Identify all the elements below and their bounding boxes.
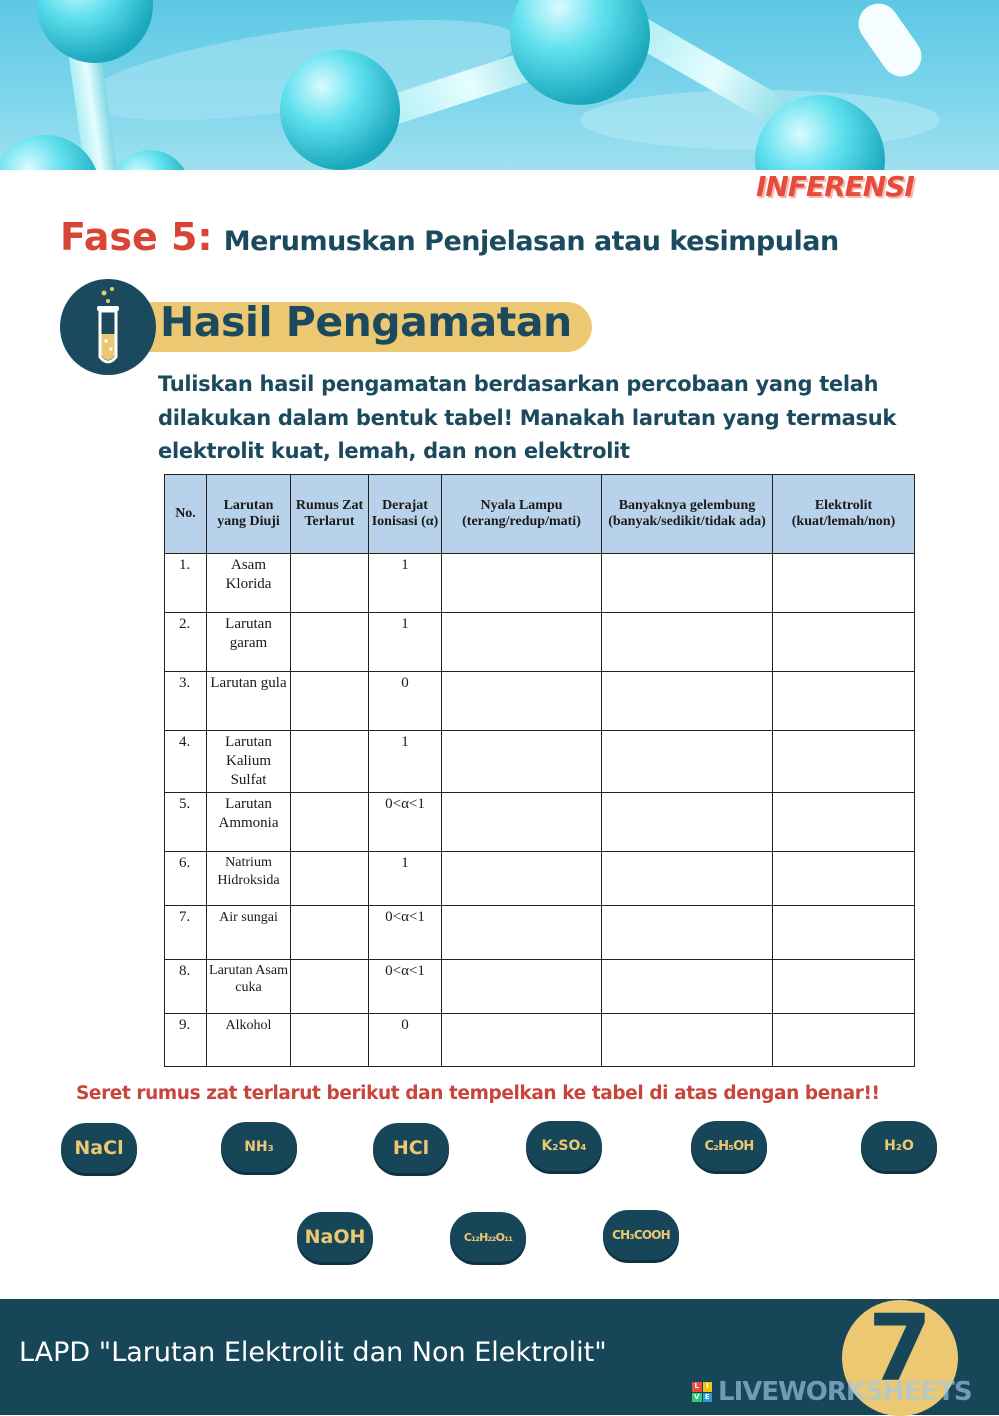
- row-larutan: Larutan Ammonia: [207, 793, 291, 852]
- gelembung-input-cell[interactable]: [602, 1014, 773, 1067]
- table-row: [165, 852, 915, 906]
- gelembung-input-cell[interactable]: [602, 731, 773, 793]
- row-no: 5.: [165, 793, 207, 852]
- test-tube-icon: [60, 279, 156, 375]
- liveworksheets-watermark: [692, 1377, 972, 1407]
- row-larutan: Larutan Kalium Sulfat: [207, 731, 291, 793]
- table-row: [165, 960, 915, 1014]
- gelembung-input-cell[interactable]: [602, 906, 773, 960]
- nyala-input-cell[interactable]: [442, 672, 602, 731]
- rumus-drop-cell[interactable]: [291, 554, 369, 613]
- header-rumus: Rumus Zat Terlarut: [291, 475, 369, 554]
- phase-number: Fase 5:: [60, 215, 213, 259]
- row-larutan: Asam Klorida: [207, 554, 291, 613]
- nyala-input-cell[interactable]: [442, 852, 602, 906]
- nyala-input-cell[interactable]: [442, 793, 602, 852]
- phase-heading: [60, 215, 839, 259]
- row-derajat: 0: [369, 1014, 442, 1067]
- rumus-drop-cell[interactable]: [291, 906, 369, 960]
- rumus-drop-cell[interactable]: [291, 613, 369, 672]
- row-derajat: 0: [369, 672, 442, 731]
- chip-h2o[interactable]: H₂O: [861, 1121, 937, 1171]
- header-no: No.: [165, 475, 207, 554]
- header-larutan: Larutan yang Diuji: [207, 475, 291, 554]
- rumus-drop-cell[interactable]: [291, 1014, 369, 1067]
- rumus-drop-cell[interactable]: [291, 852, 369, 906]
- watermark-text: LIVEWORKSHEETS: [718, 1377, 972, 1407]
- nyala-input-cell[interactable]: [442, 554, 602, 613]
- nyala-input-cell[interactable]: [442, 731, 602, 793]
- row-derajat: 1: [369, 554, 442, 613]
- row-larutan: Natrium Hidroksida: [207, 852, 291, 906]
- molecule-illustration: [0, 0, 999, 170]
- gelembung-input-cell[interactable]: [602, 960, 773, 1014]
- instruction-text: Tuliskan hasil pengamatan berdasarkan percobaan yang telah dilakukan dalam bentuk tabel! Manakah larutan yang termasuk elektrolit kuat, lemah, dan non elektrolit: [158, 372, 897, 463]
- elektrolit-input-cell[interactable]: [773, 906, 915, 960]
- elektrolit-input-cell[interactable]: [773, 554, 915, 613]
- chip-naoh[interactable]: NaOH: [297, 1212, 373, 1262]
- table-row: [165, 793, 915, 852]
- header-banner: [0, 0, 999, 170]
- rumus-drop-cell[interactable]: [291, 672, 369, 731]
- gelembung-input-cell[interactable]: [602, 613, 773, 672]
- gelembung-input-cell[interactable]: [602, 672, 773, 731]
- footer-title: LAPD "Larutan Elektrolit dan Non Elektrolit": [19, 1337, 607, 1368]
- row-no: 6.: [165, 852, 207, 906]
- chip-ch3cooh[interactable]: CH₃COOH: [603, 1210, 679, 1260]
- row-derajat: 0<α<1: [369, 906, 442, 960]
- row-no: 9.: [165, 1014, 207, 1067]
- table-row: [165, 1014, 915, 1067]
- header-gelembung: Banyaknya gelembung (banyak/sedikit/tidak ada): [602, 475, 773, 554]
- row-larutan: Alkohol: [207, 1014, 291, 1067]
- table-row: [165, 554, 915, 613]
- row-derajat: 1: [369, 731, 442, 793]
- header-elektrolit: Elektrolit (kuat/lemah/non): [773, 475, 915, 554]
- elektrolit-input-cell[interactable]: [773, 672, 915, 731]
- liveworksheets-logo-icon: L I V E: [692, 1382, 712, 1402]
- row-larutan: Larutan gula: [207, 672, 291, 731]
- observation-table: [164, 474, 915, 1067]
- table-row: [165, 731, 915, 793]
- row-derajat: 1: [369, 852, 442, 906]
- nyala-input-cell[interactable]: [442, 906, 602, 960]
- chip-c12h22o11[interactable]: C₁₂H₂₂O₁₁: [450, 1212, 526, 1262]
- phase-title: Merumuskan Penjelasan atau kesimpulan: [223, 226, 839, 257]
- nyala-input-cell[interactable]: [442, 613, 602, 672]
- elektrolit-input-cell[interactable]: [773, 960, 915, 1014]
- table-header-row: [165, 475, 915, 554]
- gelembung-input-cell[interactable]: [602, 793, 773, 852]
- page-number: 7: [867, 1295, 932, 1402]
- chip-hcl[interactable]: HCl: [373, 1123, 449, 1173]
- elektrolit-input-cell[interactable]: [773, 613, 915, 672]
- chip-k2so4[interactable]: K₂SO₄: [526, 1121, 602, 1171]
- elektrolit-input-cell[interactable]: [773, 731, 915, 793]
- rumus-drop-cell[interactable]: [291, 731, 369, 793]
- row-derajat: 1: [369, 613, 442, 672]
- row-no: 1.: [165, 554, 207, 613]
- row-derajat: 0<α<1: [369, 960, 442, 1014]
- phase-tag: INFERENSI: [756, 170, 914, 203]
- gelembung-input-cell[interactable]: [602, 852, 773, 906]
- section-title: Hasil Pengamatan: [160, 298, 572, 346]
- table-row: [165, 906, 915, 960]
- row-larutan: Larutan Asam cuka: [207, 960, 291, 1014]
- nyala-input-cell[interactable]: [442, 1014, 602, 1067]
- table-row: [165, 672, 915, 731]
- elektrolit-input-cell[interactable]: [773, 1014, 915, 1067]
- row-no: 7.: [165, 906, 207, 960]
- rumus-drop-cell[interactable]: [291, 793, 369, 852]
- elektrolit-input-cell[interactable]: [773, 793, 915, 852]
- row-no: 8.: [165, 960, 207, 1014]
- elektrolit-input-cell[interactable]: [773, 852, 915, 906]
- drag-instruction: Seret rumus zat terlarut berikut dan tempelkan ke tabel di atas dengan benar!!: [76, 1083, 880, 1104]
- rumus-drop-cell[interactable]: [291, 960, 369, 1014]
- row-derajat: 0<α<1: [369, 793, 442, 852]
- header-nyala: Nyala Lampu (terang/redup/mati): [442, 475, 602, 554]
- row-no: 3.: [165, 672, 207, 731]
- nyala-input-cell[interactable]: [442, 960, 602, 1014]
- header-derajat: Derajat Ionisasi (α): [369, 475, 442, 554]
- chip-c2h5oh[interactable]: C₂H₅OH: [691, 1121, 767, 1171]
- chip-nacl[interactable]: NaCl: [61, 1123, 137, 1173]
- table-row: [165, 613, 915, 672]
- row-larutan: Larutan garam: [207, 613, 291, 672]
- row-no: 4.: [165, 731, 207, 793]
- row-larutan: Air sungai: [207, 906, 291, 960]
- row-no: 2.: [165, 613, 207, 672]
- chip-nh3[interactable]: NH₃: [221, 1122, 297, 1172]
- gelembung-input-cell[interactable]: [602, 554, 773, 613]
